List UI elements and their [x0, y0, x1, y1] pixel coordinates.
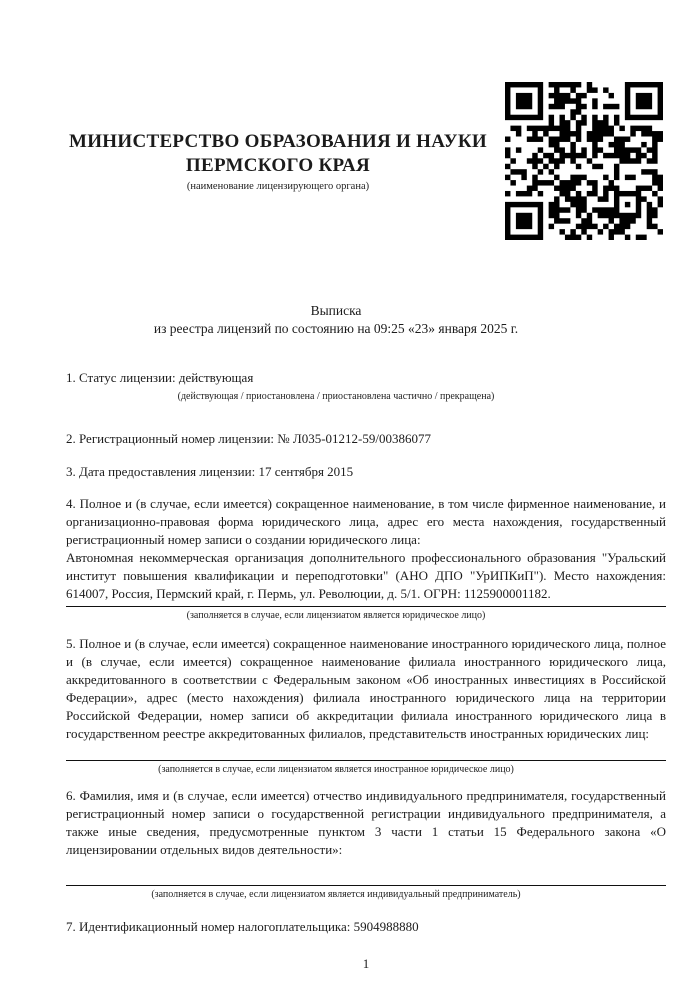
page-number: 1	[362, 956, 370, 971]
item-4-caption: (заполняется в случае, если лицензиатом является юридическое лицо)	[186, 610, 486, 621]
item-7-taxpayer-number: 7. Идентификационный номер налогоплательщика: 5904988880	[66, 919, 419, 934]
item-4-fill-line	[66, 606, 666, 607]
qr-code-icon	[505, 82, 663, 240]
item-5-foreign-entity-label: 5. Полное и (в случае, если имеется) сокращенное наименование иностранного юридического лица, полное и (в случае, если имеется) сокращенное наименование филиала иностранного юридического лица, аккредитованного в соответствии с Федеральным законом «Об иностранных инвестициях в Российской Федерации», адрес (место нахождения) филиала иностранного юридического лица на территории Российской Федерации, номер записи об аккредитации филиала иностранного юридического лица в государственном реестре аккредитованных филиалов, представительств иностранных юридических лиц:	[66, 636, 666, 741]
item-3-grant-date: 3. Дата предоставления лицензии: 17 сентября 2015	[66, 464, 354, 479]
issuing-authority-block	[62, 130, 494, 192]
ministry-caption: (наименование лицензирующего органа)	[186, 181, 370, 192]
item-5-caption: (заполняется в случае, если лицензиатом является иностранное юридическое лицо)	[158, 764, 514, 775]
item-6-entrepreneur-label: 6. Фамилия, имя и (в случае, если имеется) отчество индивидуального предпринимателя, государственный регистрационный номер записи о государственной регистрации индивидуального предпринимателя, а также иные сведения, предусмотренные пунктом 3 части 1 статьи 15 Федерального закона «О лицензировании отдельных видов деятельности»:	[66, 788, 666, 857]
document-title-line2: из реестра лицензий по состоянию на 09:25 «23» января 2025 г.	[153, 320, 519, 336]
ministry-name-line1: МИНИСТЕРСТВО ОБРАЗОВАНИЯ И НАУКИ	[68, 131, 488, 152]
item-5-fill-line	[66, 760, 666, 761]
ministry-name-line2: ПЕРМСКОГО КРАЯ	[185, 155, 371, 176]
item-4-legal-entity-label: 4. Полное и (в случае, если имеется) сокращенное наименование, в том числе фирменное наименование, и организационно-правовая форма юридического лица, адрес его места нахождения, государственный регистрационный номер записи о создании юридического лица:	[66, 496, 666, 547]
document-title	[66, 302, 606, 337]
item-1-caption: (действующая / приостановлена / приостановлена частично / прекращена)	[177, 391, 495, 402]
item-6-caption: (заполняется в случае, если лицензиатом является индивидуальный предприниматель)	[151, 889, 521, 900]
qr-code-canvas	[505, 82, 663, 240]
document-body	[66, 369, 666, 973]
item-1-license-status: 1. Статус лицензии: действующая	[66, 370, 254, 385]
item-2-registration-number: 2. Регистрационный номер лицензии: № Л035-01212-59/00386077	[66, 431, 432, 446]
item-4-legal-entity-value: Автономная некоммерческая организация дополнительного профессионального образования "Уральский институт повышения квалификации и переподготовки" (АНО ДПО "УрИПКиП"). Место нахождения: 614007, Россия, Пермский край, г. Пермь, ул. Революции, д. 5/1. ОГРН: 1125900001182.	[66, 550, 666, 601]
item-6-fill-line	[66, 885, 666, 886]
document-title-line1: Выписка	[310, 303, 362, 318]
